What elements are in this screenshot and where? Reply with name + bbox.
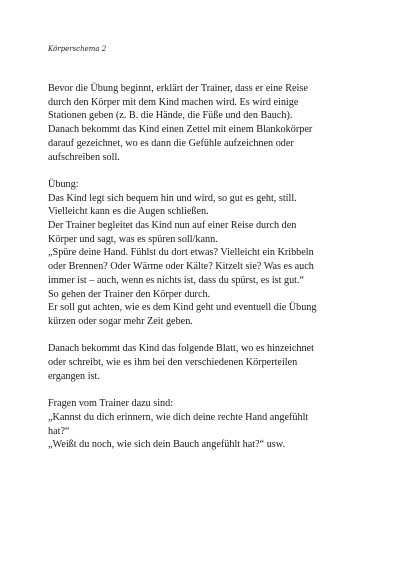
paragraph-worksheet bbox=[48, 342, 378, 383]
paragraph-intro bbox=[48, 82, 378, 164]
text-line: Stationen geben (z. B. die Hände, die Füße und den Bauch). bbox=[48, 110, 293, 122]
section-heading: Übung: bbox=[48, 178, 79, 190]
text-line: „Weißt du noch, wie sich dein Bauch angefühlt hat?“ usw. bbox=[48, 439, 286, 451]
text-line: hat?“ bbox=[48, 425, 70, 437]
text-line: So gehen der Trainer den Körper durch. bbox=[48, 288, 211, 300]
text-line: Bevor die Übung beginnt, erklärt der Trainer, dass er eine Reise bbox=[48, 83, 308, 94]
text-line: durch den Körper mit dem Kind machen wird. Es wird einige bbox=[48, 96, 299, 108]
text-line: Vielleicht kann es die Augen schließen. bbox=[48, 206, 209, 218]
text-line: immer ist – auch, wenn es nichts ist, dass du spürst, es ist gut.“ bbox=[48, 274, 305, 286]
text-line: Fragen vom Trainer dazu sind: bbox=[48, 398, 174, 410]
page-header: Körperschema 2 bbox=[48, 45, 107, 53]
text-line: „Spüre deine Hand. Fühlst du dort etwas? Vielleicht ein Kribbeln bbox=[48, 247, 314, 259]
text-line: aufschreiben soll. bbox=[48, 151, 120, 163]
paragraph-exercise bbox=[48, 178, 378, 329]
text-line: oder schreibt, wie es ihm bei den verschiedenen Körperteilen bbox=[48, 357, 298, 369]
text-line: darauf gezeichnet, wo es dann die Gefühle aufzeichnen oder bbox=[48, 137, 294, 149]
text-line: kürzen oder sogar mehr Zeit geben. bbox=[48, 315, 193, 327]
text-line: „Kannst du dich erinnern, wie dich deine rechte Hand angefühlt bbox=[48, 411, 309, 423]
text-line: Das Kind legt sich bequem hin und wird, so gut es geht, still. bbox=[48, 192, 297, 204]
text-line: Danach bekommt das Kind das folgende Blatt, wo es hinzeichnet bbox=[48, 343, 314, 355]
text-line: ergangen ist. bbox=[48, 370, 100, 382]
document-body bbox=[48, 82, 378, 466]
paragraph-questions bbox=[48, 397, 378, 452]
text-line: oder Brennen? Oder Wärme oder Kälte? Kitzelt sie? Was es auch bbox=[48, 261, 314, 273]
text-line: Er soll gut achten, wie es dem Kind geht und eventuell die Übung bbox=[48, 302, 317, 314]
text-line: Körper und sagt, was es spüren soll/kann. bbox=[48, 233, 218, 245]
text-line: Danach bekommt das Kind einen Zettel mit einem Blankokörper bbox=[48, 124, 313, 136]
text-line: Der Trainer begleitet das Kind nun auf einer Reise durch den bbox=[48, 220, 297, 232]
